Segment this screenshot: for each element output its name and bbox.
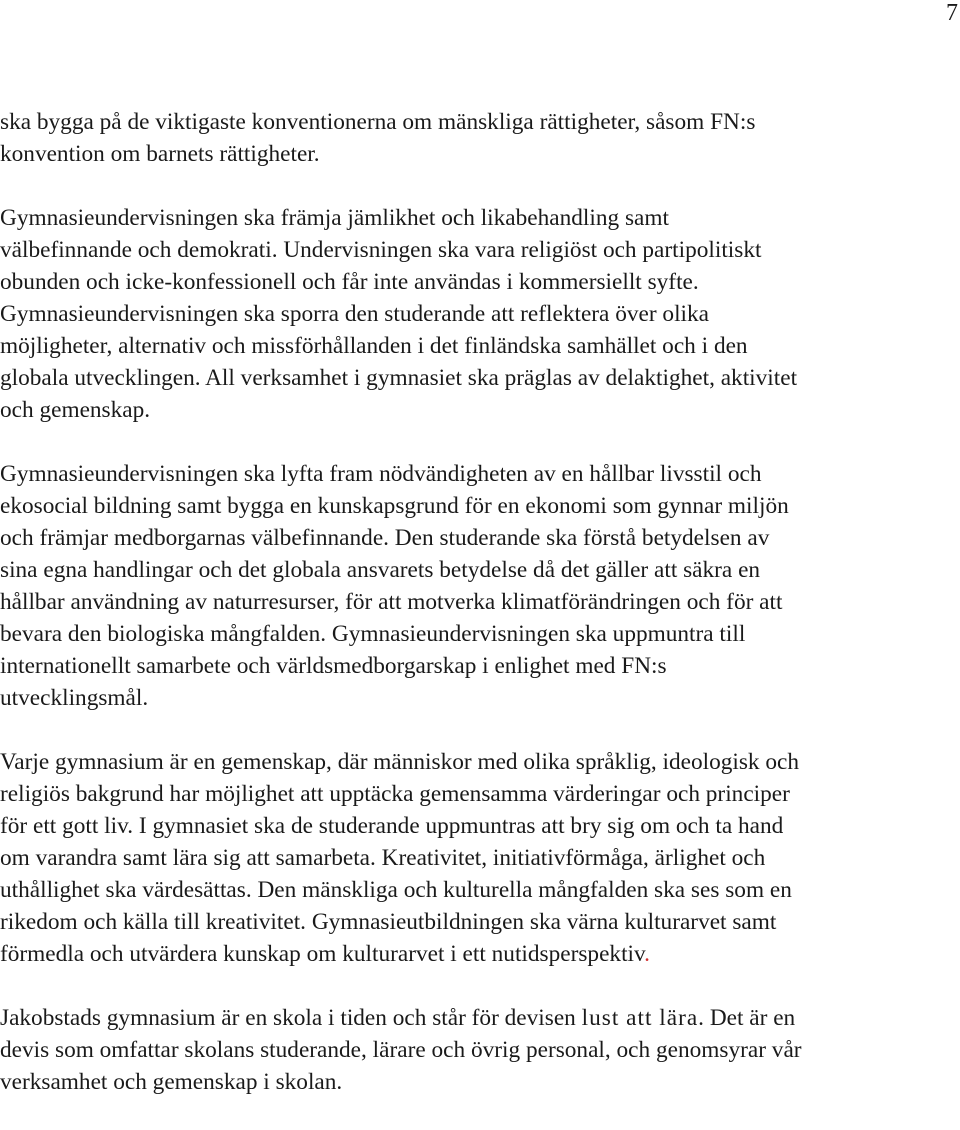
- document-body: [0, 106, 958, 1130]
- paragraph-4: [0, 746, 958, 970]
- paragraph-5-rest: . Det är en devis som omfattar skolans studerande, lärare och övrig personal, och genomsyrar vår verksamhet och gemenskap i skolan.: [0, 1005, 802, 1095]
- paragraph-4-trailing-period: .: [644, 941, 650, 967]
- paragraph-1: ska bygga på de viktigaste konventionerna om mänskliga rättigheter, såsom FN:s konvention om barnets rättigheter.: [0, 109, 756, 167]
- school-motto: lust att lära: [581, 1005, 699, 1031]
- paragraph-3: Gymnasieundervisningen ska lyfta fram nödvändigheten av en hållbar livsstil och ekosocial bildning samt bygga en kunskapsgrund för en ekonomi som gynnar miljön och främjar medborgarnas välbefinnande. Den studerande ska förstå betydelsen av sina egna handlingar och det globala ansvarets betydelse då det gäller att säkra en hållbar användning av naturresurser, för att motverka klimatförändringen och för att bevara den biologiska mångfalden. Gymnasieundervisningen ska uppmuntra till internationellt samarbete och världsmedborgarskap i enlighet med FN:s utvecklingsmål.: [0, 461, 789, 711]
- paragraph-5: [0, 1002, 958, 1098]
- paragraph-4-text: Varje gymnasium är en gemenskap, där människor med olika språklig, ideologisk och religiös bakgrund har möjlighet att upptäcka gemensamma värderingar och principer för ett gott liv. I gymnasiet ska de studerande uppmuntras att bry sig om och ta hand om varandra samt lära sig att samarbeta. Kreativitet, initiativförmåga, ärlighet och uthållighet ska värdesättas. Den mänskliga och kulturella mångfalden ska ses som en rikedom och källa till kreativitet. Gymnasieutbildningen ska värna kulturarvet samt förmedla och utvärdera kunskap om kulturarvet i ett nutidsperspektiv: [0, 749, 800, 967]
- paragraph-5-intro: Jakobstads gymnasium är en skola i tiden och står för devisen: [0, 1005, 582, 1031]
- page-number: 7: [946, 0, 958, 26]
- paragraph-2: Gymnasieundervisningen ska främja jämlikhet och likabehandling samt välbefinnande och demokrati. Undervisningen ska vara religiöst och partipolitiskt obunden och icke-konfessionell och får inte användas i kommersiellt syfte. Gymnasieundervisningen ska sporra den studerande att reflektera över olika möjligheter, alternativ och missförhållanden i det finländska samhället och i den globala utvecklingen. All verksamhet i gymnasiet ska präglas av delaktighet, aktivitet och gemenskap.: [0, 205, 798, 423]
